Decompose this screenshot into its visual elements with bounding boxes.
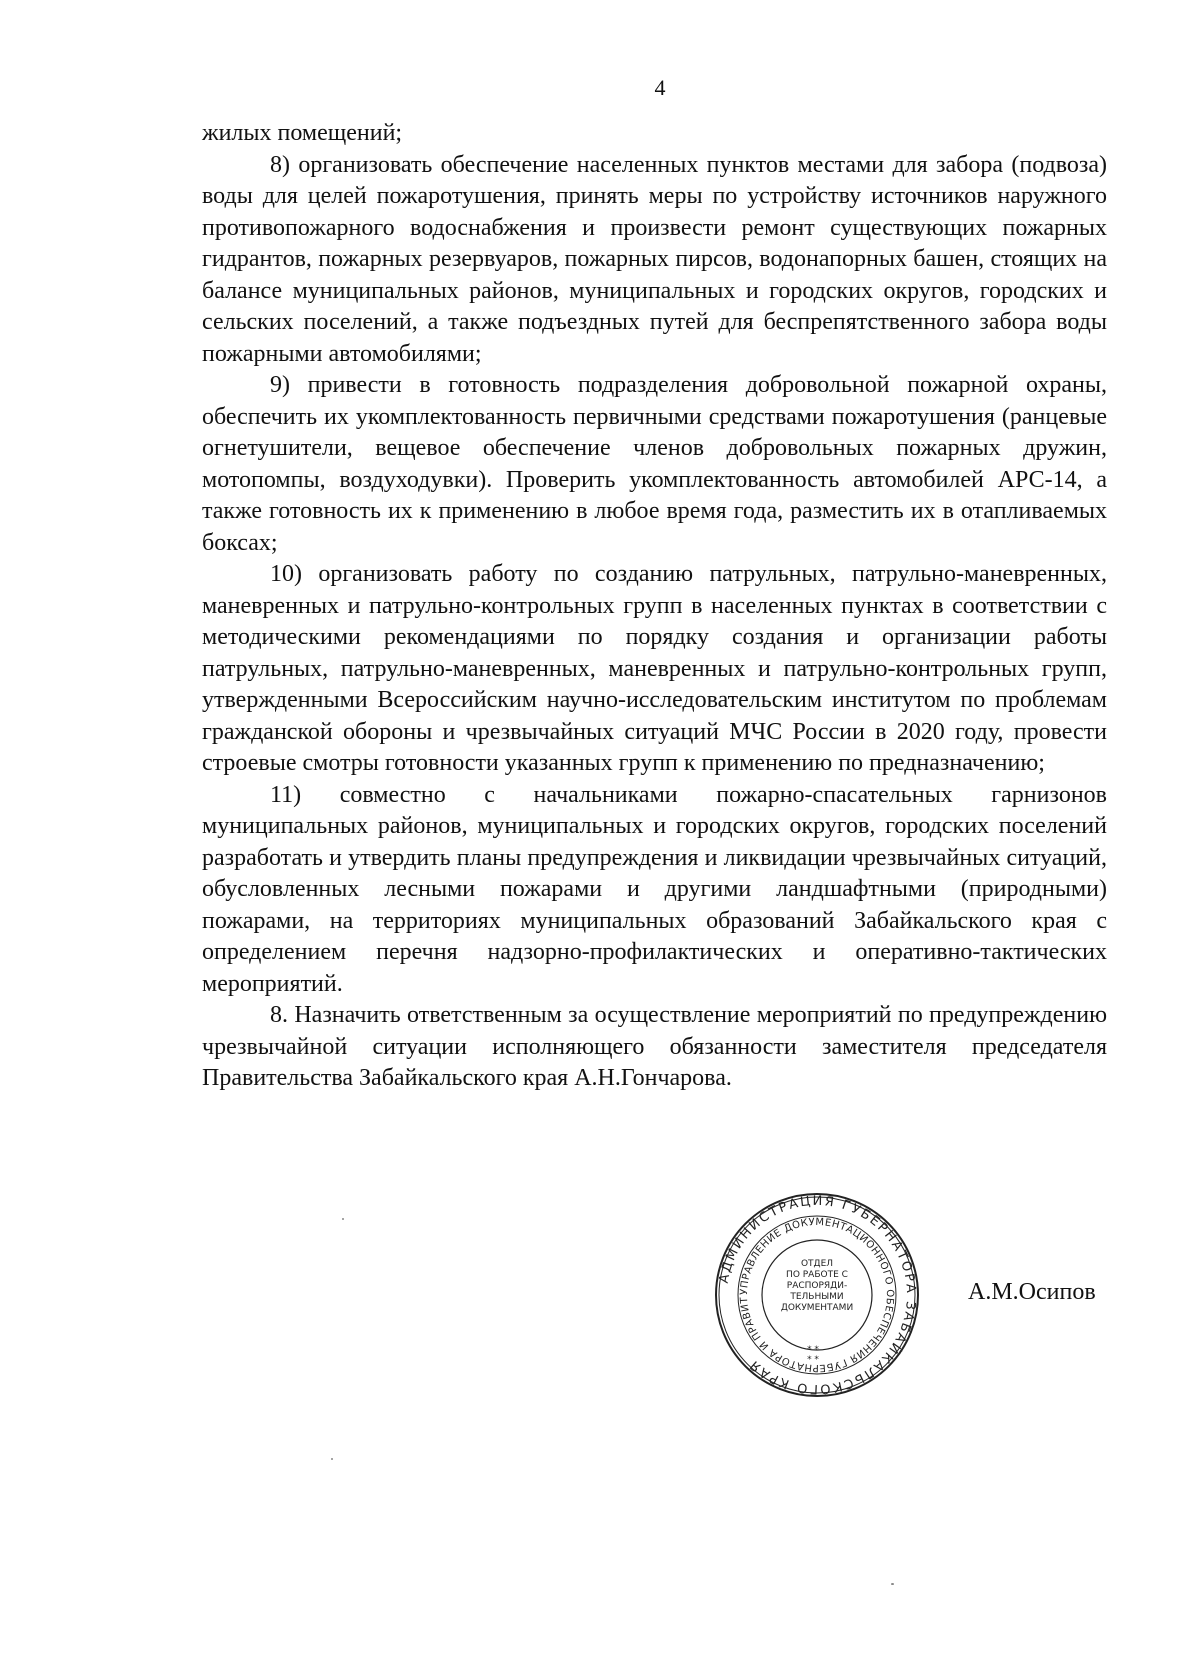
svg-text:АДМИНИСТРАЦИЯ ГУБЕРНАТОРА ЗАБА: АДМИНИСТРАЦИЯ ГУБЕРНАТОРА ЗАБАЙКАЛЬСКОГО КРАЯ (716, 1193, 919, 1397)
page-number: 4 (654, 75, 666, 100)
scan-speck (891, 1583, 894, 1585)
scan-speck (342, 1218, 344, 1220)
paragraph-item-11: 11) совместно с начальниками пожарно-спасательных гарнизонов муниципальных районов, муниципальных и городских округов, городских поселений разработать и утвердить планы предупреждения и ликвидации чрезвычайных ситуаций, обусловленных лесными пожарами и другими ландшафтными (природными) пожарами, на территориях муниципальных образований Забайкальского края с определением перечня надзорно-профилактических и оперативно-тактических мероприятий. (202, 781, 1107, 997)
paragraph-continuation: жилых помещений; (202, 120, 403, 146)
paragraph-clause-8: 8. Назначить ответственным за осуществление мероприятий по предупреждению чрезвычайной ситуации исполняющего обязанности заместителя председателя Правительства Забайкальского края А.Н.Гончарова. (202, 1002, 1107, 1091)
scan-speck (331, 1458, 333, 1460)
svg-text:* *: * * (807, 1355, 819, 1365)
paragraph-item-10: 10) организовать работу по созданию патрульных, патрульно-маневренных, маневренных и патрульно-контрольных групп в населенных пунктах в соответствии с методическими рекомендациями по порядку создания и организации работы патрульных, патрульно-маневренных, маневренных и патрульно-контрольных групп, утвержденными Всероссийским научно-исследовательским институтом по проблемам гражданской обороны и чрезвычайных ситуаций МЧС России в 2020 году, провести строевые смотры готовности указанных групп к применению по предназначению; (202, 561, 1107, 776)
svg-text:ОТДЕЛПО РАБОТЕ СРАСПОРЯДИ-ТЕЛЬ: ОТДЕЛ ПО РАБОТЕ С РАСПОРЯДИ-ТЕЛЬНЫМИ ДОКУМЕНТАМИ (780, 1259, 854, 1313)
svg-text:УПРАВЛЕНИЕ ДОКУМЕНТАЦИОННОГО О: УПРАВЛЕНИЕ ДОКУМЕНТАЦИОННОГО ОБЕСПЕЧЕНИЯ ГУБЕРНАТОРА И ПРАВИТ (738, 1216, 896, 1374)
official-stamp (712, 1190, 922, 1400)
document-body (202, 118, 1107, 1095)
svg-text:* *: * * (807, 1345, 819, 1355)
paragraph-item-9: 9) привести в готовность подразделения добровольной пожарной охраны, обеспечить их укомплектованность первичными средствами пожаротушения (ранцевые огнетушители, вещевое обеспечение членов добровольных пожарных дружин, мотопомпы, воздуходувки). Проверить укомплектованность автомобилей АРС-14, а также готовность их к применению в любое время года, разместить их в отапливаемых боксах; (202, 372, 1107, 556)
signatory-name: А.М.Осипов (968, 1279, 1096, 1305)
stamp-seal-graphic (712, 1190, 922, 1400)
paragraph-item-8: 8) организовать обеспечение населенных пунктов местами для забора (подвоза) воды для целей пожаротушения, принять меры по устройству источников наружного противопожарного водоснабжения и произвести ремонт существующих пожарных гидрантов, пожарных резервуаров, пожарных пирсов, водонапорных башен, стоящих на балансе муниципальных районов, муниципальных и городских округов, городских и сельских поселений, а также подъездных путей для беспрепятственного забора воды пожарными автомобилями; (202, 151, 1107, 367)
